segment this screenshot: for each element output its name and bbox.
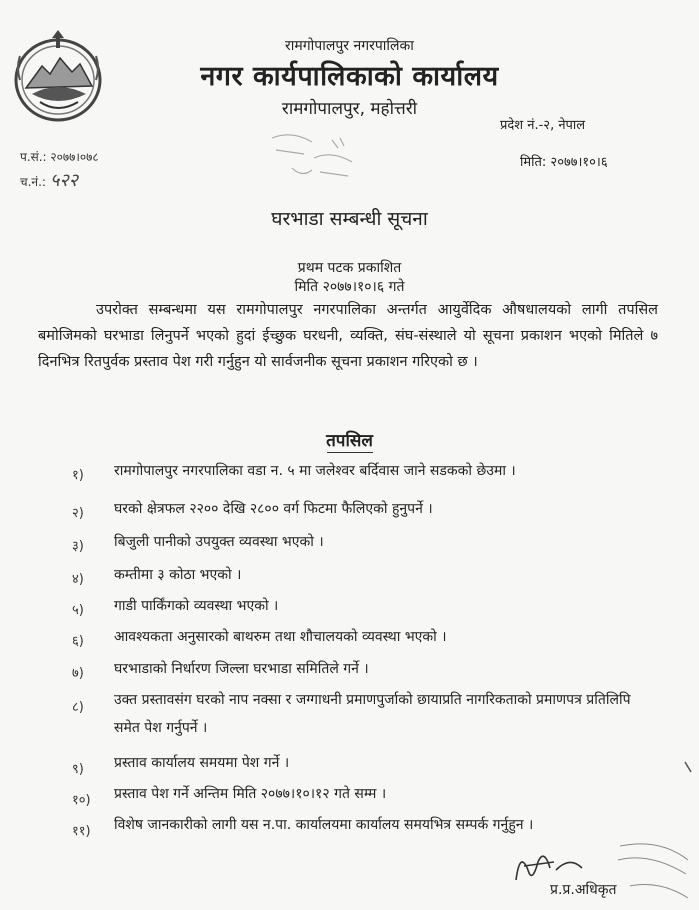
notice-title: घरभाडा सम्बन्धी सूचना: [271, 208, 428, 230]
list-item: घरभाडाको निर्धारण जिल्ला घरभाडा समितिले गर्ने ।: [114, 661, 369, 677]
list-item: बिजुली पानीको उपयुक्त व्यवस्था भएको ।: [114, 534, 324, 550]
published-date: मिति २०७७।१०।६ गते: [294, 279, 405, 295]
list-item: विशेष जानकारीको लागी यस न.पा. कार्यालयमा कार्यालय समयभित्र सम्पर्क गर्नुहुन ।: [114, 817, 534, 833]
office-stamp-icon: [262, 128, 372, 190]
signatory-title: प्र.प्र.अधिकृत: [550, 882, 617, 898]
tapasil-underline: [327, 452, 373, 453]
office-location: रामगोपालपुर, महोत्तरी: [281, 99, 418, 119]
list-item-number: ९): [72, 762, 84, 777]
list-item-number: ११): [72, 824, 91, 839]
patra-sankhya: प.सं.: २०७७।०७८: [20, 150, 99, 164]
chalani-value: ५२२: [49, 170, 79, 191]
list-item-number: १०): [72, 793, 91, 808]
municipality-name: रामगोपालपुर नगरपालिका: [285, 38, 414, 54]
list-item: प्रस्ताव पेश गर्ने अन्तिम मिति २०७७।१०।१२ गते सम्म ।: [114, 786, 387, 802]
province-label: प्रदेश नं.-२, नेपाल: [500, 118, 586, 133]
issue-date: मिति: २०७७।१०।६: [520, 155, 608, 170]
chalani-label: च.नं.:: [20, 175, 46, 189]
list-item: आवश्यकता अनुसारको बाथरुम तथा शौचालयको व्यवस्था भएको ।: [114, 629, 447, 645]
list-item: घरको क्षेत्रफल २२०० देखि २८०० वर्ग फिटमा फैलिएको हुनुपर्ने ।: [114, 501, 433, 517]
list-item-number: ८): [72, 700, 84, 715]
office-title: नगर कार्यपालिकाको कार्यालय: [200, 61, 499, 92]
published-label: प्रथम पटक प्रकाशित: [297, 260, 402, 276]
chalani-number: [20, 168, 78, 192]
list-item-number: २): [72, 506, 84, 521]
tapasil-heading: तपसिल: [326, 431, 373, 451]
notice-body: उपरोक्त सम्बन्धमा यस रामगोपालपुर नगरपालिका अन्तर्गत आयुर्वेदिक औषधालयको लागी तपसिल बमोजिमको घरभाडा लिनुपर्ने भएको हुदां ईच्छुक घरधनी, व्यक्ति, संघ-संस्थाले यो सूचना प्रकाशन भएको मितिले ७ दिनभित्र रितपुर्वक प्रस्ताव पेश गरी गर्नुहुन यो सार्वजनीक सूचना प्रकाशन गरिएको छ ।: [38, 302, 658, 370]
list-item: उक्त प्रस्तावसंग घरको नाप नक्सा र जग्गाधनी प्रमाणपुर्जाको छायाप्रति नागरिकताको प्रमाणपत्र प्रतिलिपि समेत पेश गर्नुपर्ने ।: [114, 692, 631, 736]
list-item-number: ५): [72, 603, 84, 618]
list-item: कम्तीमा ३ कोठा भएको ।: [114, 567, 242, 583]
list-item: प्रस्ताव कार्यालय समयमा पेश गर्ने ।: [114, 755, 290, 771]
list-item-number: १): [72, 468, 84, 483]
list-item: रामगोपालपुर नगरपालिका वडा न. ५ मा जलेश्वर बर्दिवास जाने सडकको छेउमा ।: [114, 463, 516, 479]
margin-mark-icon: [683, 760, 693, 774]
list-item-number: ४): [72, 572, 84, 587]
list-item-number: ३): [72, 539, 84, 554]
list-item: गाडी पार्किंगको व्यवस्था भएको ।: [114, 598, 279, 614]
list-item-number: ७): [72, 666, 84, 681]
list-item-number: ६): [72, 634, 84, 649]
